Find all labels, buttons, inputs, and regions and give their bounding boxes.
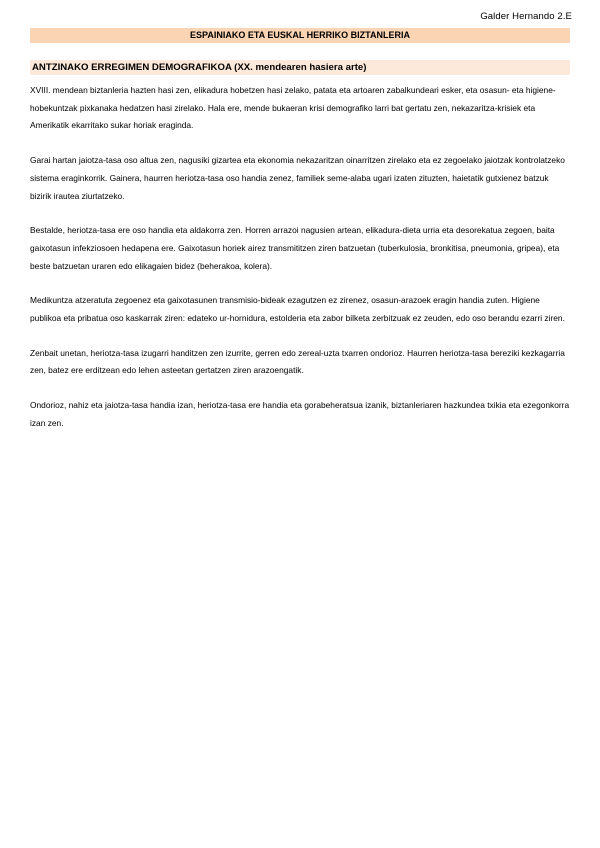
- body-text: [30, 82, 570, 450]
- section-title: ANTZINAKO ERREGIMEN DEMOGRAFIKOA (XX. mendearen hasiera arte): [30, 60, 570, 75]
- author-name: Galder Hernando 2.E: [480, 11, 572, 22]
- paragraph: Ondorioz, nahiz eta jaiotza-tasa handia izan, heriotza-tasa ere handia eta gorabeheratsua izanik, biztanleriaren hazkundea txikia eta ezegonkorra izan zen.: [30, 400, 570, 428]
- paragraph: XVIII. mendean biztanleria hazten hasi zen, elikadura hobetzen hasi zelako, patata eta artoaren zabalkundeari esker, eta osasun- eta higiene-hobekuntzak pixkanaka hedatzen hasi zirelako. Hala ere, mende bukaeran krisi demografiko larri bat gertatu zen, nekazaritza-krisiek eta Amerikatik ekarritako sukar horiak eraginda.: [30, 85, 556, 131]
- paragraph: Medikuntza atzeratuta zegoenez eta gaixotasunen transmisio-bideak ezagutzen ez zirenez, osasun-arazoek eragin handia zuten. Higiene publikoa eta pribatua oso kaskarrak ziren: edateko ur-hornidura, estolderia eta zabor bilketa zerbitzuak ez zeuden, edo oso berandu ezarri ziren.: [30, 295, 565, 324]
- paragraph: Bestalde, heriotza-tasa ere oso handia eta aldakorra zen. Horren arrazoi nagusien artean, elikadura-dieta urria eta desorekatua zegoen, baita gaixotasun infekziosoen hedapena ere. Gaixotasun horiek airez transmititzen ziren batzuetan (tuberkulosia, bronkitisa, pneumonia, gripea), eta beste batzuetan uraren edo elikagaien bidez (beherakoa, kolera).: [30, 225, 560, 271]
- paragraph: Garai hartan jaiotza-tasa oso altua zen, nagusiki gizartea eta ekonomia nekazaritzan oinarritzen zirelako eta ez zegoelako jaiotzak kontrolatzeko sistema eraginkorrik. Gainera, haurren heriotza-tasa oso handia zenez, familiek seme-alaba ugari izaten zituzten, haietatik gutxienez batzuk bizirik irautea ziurtatzeko.: [30, 155, 565, 201]
- main-title: ESPAINIAKO ETA EUSKAL HERRIKO BIZTANLERIA: [30, 28, 570, 43]
- paragraph: Zenbait unetan, heriotza-tasa izugarri handitzen zen izurrite, gerren edo zereal-uzta txarren ondorioz. Haurren heriotza-tasa bereziki kezkagarria zen, batez ere erditzean edo lehen asteetan gertatzen ziren arazoengatik.: [30, 347, 565, 376]
